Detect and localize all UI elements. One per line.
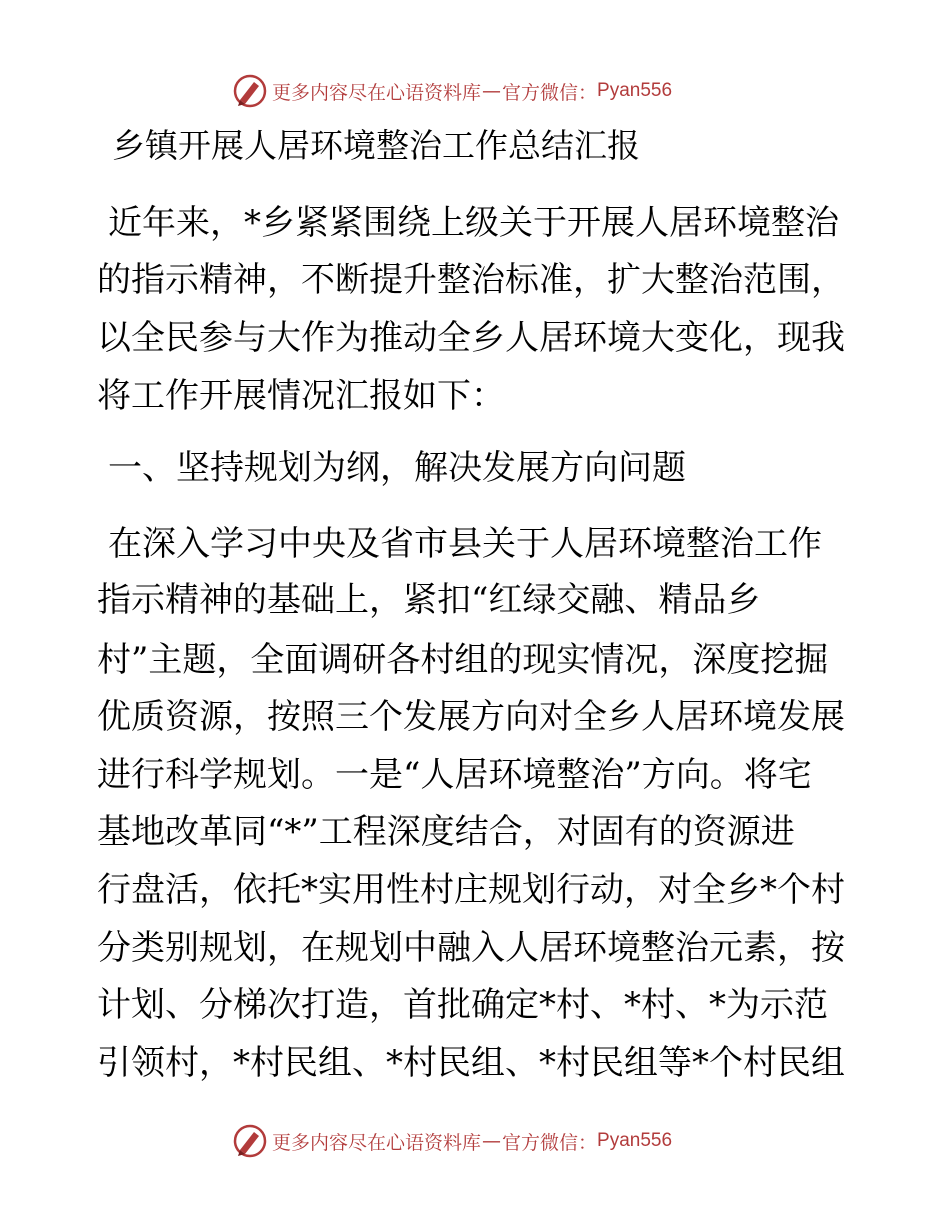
section1-line-2: 指示精神的基础上，紧扣“红绿交融、精品乡 bbox=[97, 580, 761, 620]
section1-line-3: 村”主题，全面调研各村组的现实情况，深度挖掘 bbox=[97, 640, 829, 680]
section1-line-8: 分类别规划，在规划中融入人居环境整治元素，按 bbox=[97, 928, 845, 968]
watermark-text: 更多内容尽在心语资料库 bbox=[272, 81, 482, 104]
intro-line-3: 以全民参与大作为推动全乡人居环境大变化，现我 bbox=[97, 318, 845, 358]
section1-line-1: 在深入学习中央及省市县关于人居环境整治工作 bbox=[108, 524, 822, 564]
section1-line-7: 行盘活，依托*实用性村庄规划行动，对全乡*个村 bbox=[97, 870, 845, 910]
document-title: 乡镇开展人居环境整治工作总结汇报 bbox=[112, 126, 640, 165]
watermark-account-label: 官方微信： bbox=[502, 81, 598, 104]
intro-line-2: 的指示精神，不断提升整治标准，扩大整治范围， bbox=[97, 260, 845, 300]
watermark-account-label: 官方微信： bbox=[502, 1131, 598, 1154]
pen-logo-icon bbox=[232, 1123, 268, 1159]
section1-line-9: 计划、分梯次打造，首批确定*村、*村、*为示范 bbox=[97, 985, 828, 1025]
section1-line-4: 优质资源，按照三个发展方向对全乡人居环境发展 bbox=[97, 697, 845, 737]
watermark-account-id: Pyan556 bbox=[597, 80, 673, 101]
watermark-bottom bbox=[232, 1121, 752, 1161]
watermark-account-id: Pyan556 bbox=[597, 1130, 673, 1151]
section1-line-10: 引领村，*村民组、*村民组、*村民组等*个村民组 bbox=[97, 1043, 845, 1083]
intro-line-1: 近年来，*乡紧紧围绕上级关于开展人居环境整治 bbox=[108, 203, 839, 243]
watermark-text: 更多内容尽在心语资料库 bbox=[272, 1131, 482, 1154]
section1-heading: 一、坚持规划为纲，解决发展方向问题 bbox=[108, 448, 686, 488]
pen-logo-icon bbox=[232, 73, 268, 109]
section1-line-5: 进行科学规划。一是“人居环境整治”方向。将宅 bbox=[97, 755, 812, 795]
watermark-top bbox=[232, 71, 752, 111]
intro-line-4: 将工作开展情况汇报如下： bbox=[97, 376, 505, 416]
section1-line-6: 基地改革同“*”工程深度结合，对固有的资源进 bbox=[97, 812, 795, 852]
watermark-separator: — bbox=[482, 80, 502, 102]
watermark-separator: — bbox=[482, 1130, 502, 1152]
